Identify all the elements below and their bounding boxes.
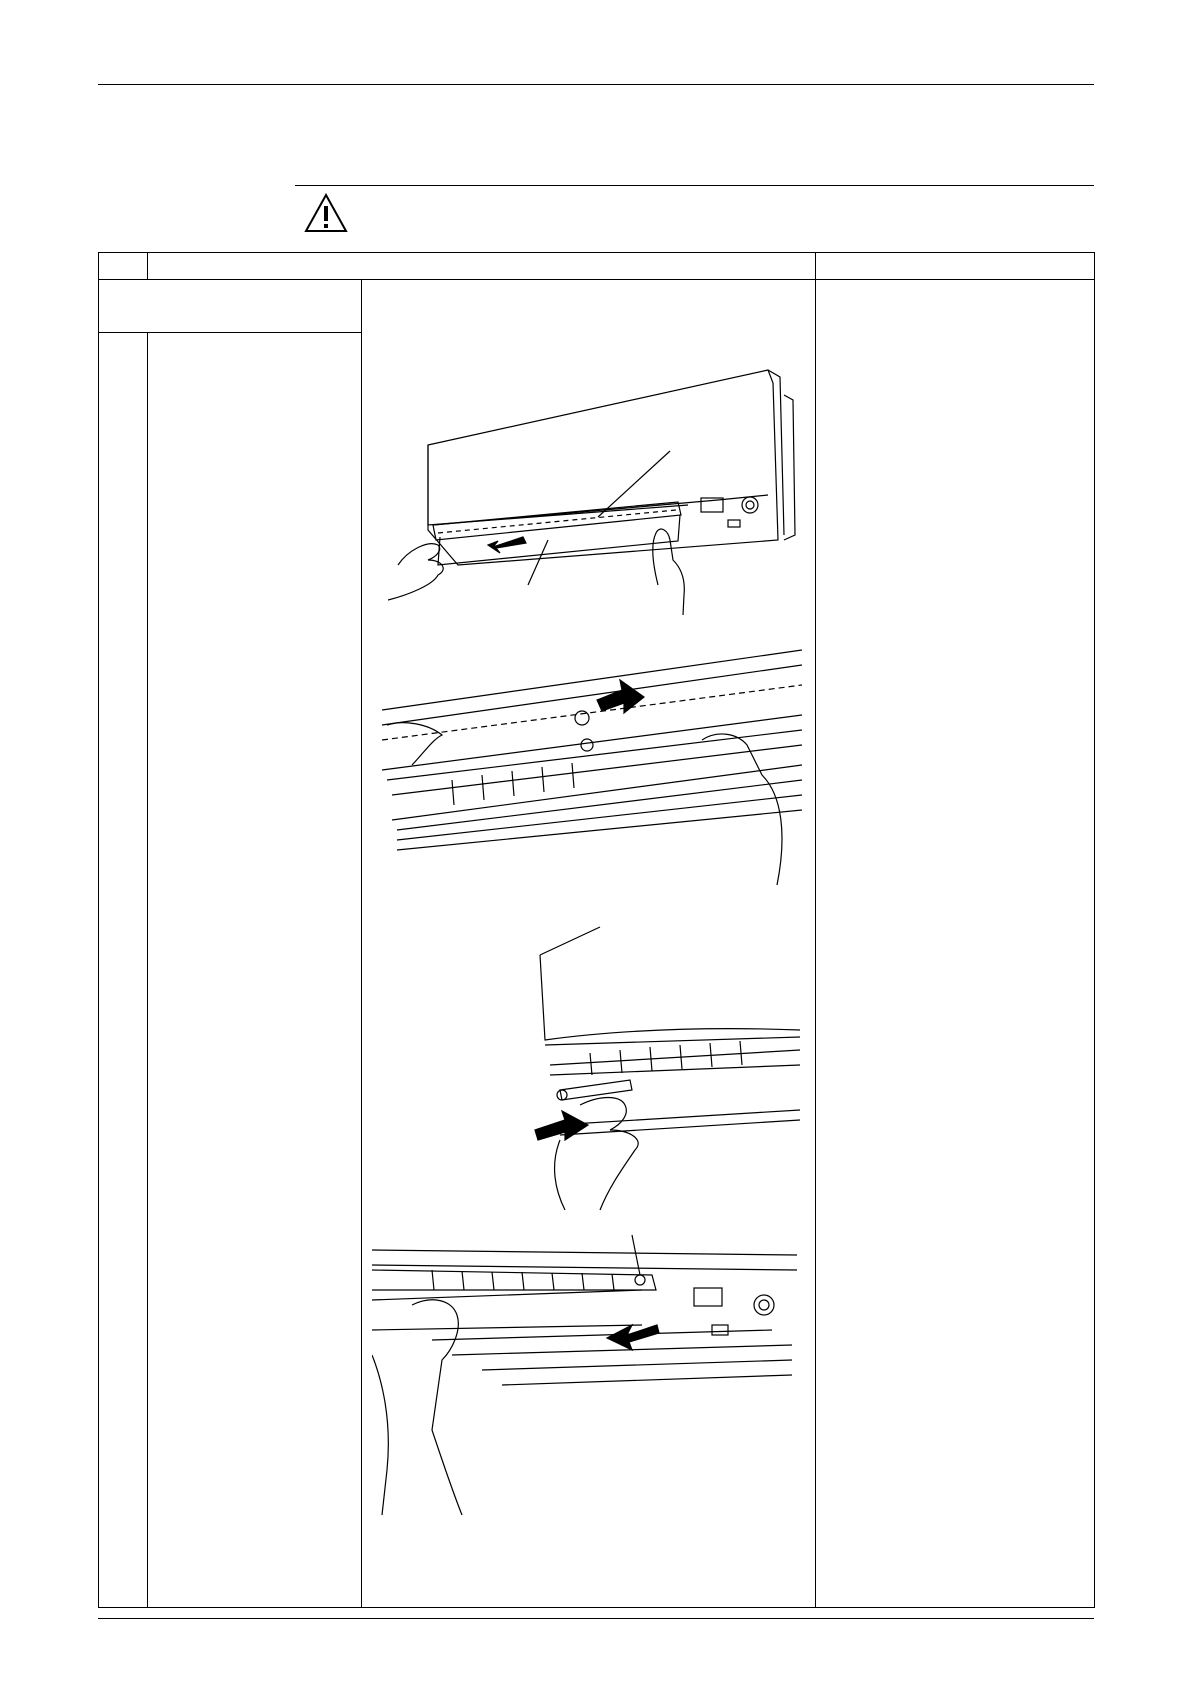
front-grille-illustration xyxy=(388,365,808,615)
caution-rule xyxy=(295,185,1094,186)
panel-removal-illustration xyxy=(372,1230,812,1520)
panel-slide-illustration xyxy=(520,925,810,1215)
header-rule xyxy=(98,84,1094,85)
shaft-release-illustration xyxy=(372,645,812,900)
caution-triangle-icon xyxy=(304,193,348,233)
footer-rule xyxy=(98,1618,1094,1619)
